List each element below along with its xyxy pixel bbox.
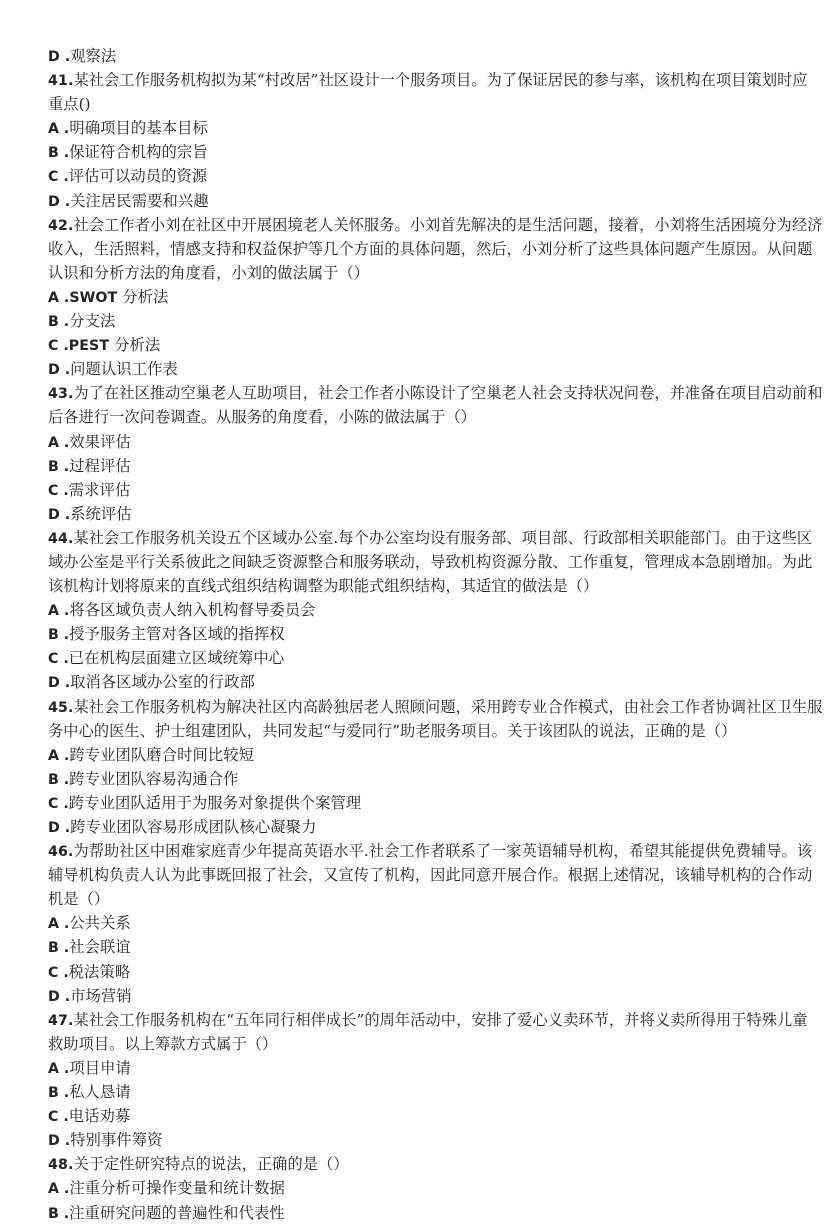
question-stem-text: 认识和分析方法的角度看，小刘的做法属于（）	[48, 263, 370, 282]
question-stem-text: 救助项目。以上筹款方式属于（）	[48, 1034, 278, 1053]
option-text: 电话劝募	[68, 1107, 131, 1126]
question-stem-text: 某社会工作服务机构为解决社区内高龄独居老人照顾问题，采用跨专业合作模式，由社会工作者协调社区卫生服	[73, 697, 823, 716]
option-text: 分析法	[109, 336, 161, 355]
option-text: 跨专业团队容易沟通合作	[69, 769, 239, 788]
option-text: 社会联谊	[69, 938, 131, 957]
option-row	[48, 1080, 782, 1104]
questions-list	[48, 68, 823, 1225]
question-number: 48.	[48, 1157, 74, 1174]
option-row	[48, 815, 782, 839]
option-label: D .	[48, 193, 71, 210]
option-text: 注重分析可操作变量和统计数据	[69, 1179, 285, 1198]
option-row	[48, 960, 782, 984]
question-number: 45.	[48, 699, 74, 716]
option-label: D .	[48, 506, 71, 523]
question-stem-text: 重点()	[48, 95, 91, 114]
option-label: C .	[48, 1109, 69, 1126]
option-row	[48, 1128, 782, 1152]
question-stem-line	[48, 887, 782, 911]
question-block	[48, 1008, 808, 1153]
option-label: A .	[48, 747, 70, 764]
question-block	[48, 381, 823, 526]
question-stem-line	[48, 550, 813, 574]
option-text: 公共关系	[69, 914, 131, 933]
option-text: 授予服务主管对各区域的指挥权	[69, 625, 285, 644]
option-text: 注重研究问题的普遍性和代表性	[69, 1203, 285, 1222]
question-stem-text: 务中心的医生、护士组建团队，共同发起“与爱同行”助老服务项目。关于该团队的说法，正确的是（）	[48, 721, 737, 740]
question-stem-text: 为帮助社区中困难家庭青少年提高英语水平.社会工作者联系了一家英语辅导机构，希望其能提供免费辅导。该	[73, 842, 813, 861]
question-stem-line	[48, 1032, 782, 1056]
question-stem-first-line	[48, 68, 808, 92]
question-stem-line	[48, 261, 782, 285]
option-text: 效果评估	[69, 432, 131, 451]
option-row	[48, 622, 782, 646]
option-text: 项目申请	[69, 1058, 131, 1077]
question-number: 41.	[48, 73, 74, 90]
option-text: 市场营销	[70, 986, 132, 1005]
question-number: 42.	[48, 217, 74, 234]
exam-content-column	[48, 44, 823, 1225]
option-row	[48, 285, 782, 309]
option-row	[48, 333, 782, 357]
option-text: 分支法	[69, 312, 116, 331]
question-stem-line	[48, 863, 813, 887]
option-label: B .	[48, 940, 70, 957]
option-text: 已在机构层面建立区域统筹中心	[68, 649, 285, 668]
question-block	[48, 839, 813, 1008]
question-stem-first-line	[48, 526, 813, 550]
question-stem-text: 某社会工作服务机关设五个区域办公室.每个办公室均设有服务部、项目部、行政部相关职能部门。由于这些区	[73, 528, 813, 547]
option-row	[48, 791, 782, 815]
question-stem-line	[48, 719, 782, 743]
option-label: B .	[48, 314, 70, 331]
option-label: C .	[48, 482, 69, 499]
option-text: 问题认识工作表	[70, 360, 178, 379]
option-row	[48, 598, 782, 622]
option-label: B .	[48, 145, 70, 162]
question-stem-text: 收入，生活照料，情感支持和权益保护等几个方面的具体问题，然后，小刘分析了这些具体问题产生原因。从问题	[48, 239, 813, 258]
option-label: B .	[48, 771, 70, 788]
question-block	[48, 695, 823, 840]
option-text: 分析法	[117, 287, 169, 306]
option-label: A .	[48, 1060, 70, 1077]
option-text: 税法策略	[68, 962, 131, 981]
option-latin-term: PEST	[68, 338, 110, 355]
question-stem-text: 机是（）	[48, 890, 110, 909]
question-stem-text: 社会工作者小刘在社区中开展困境老人关怀服务。小刘首先解决的是生活问题，接着，小刘将生活困境分为经济	[73, 215, 823, 234]
option-label: A .	[48, 603, 70, 620]
option-text: 取消各区域办公室的行政部	[70, 673, 255, 692]
question-block	[48, 68, 808, 213]
option-text: 明确项目的基本目标	[69, 119, 208, 138]
question-number: 47.	[48, 1012, 74, 1029]
option-row	[48, 164, 782, 188]
option-latin-term: SWOT	[69, 289, 118, 306]
option-label: C .	[48, 338, 69, 355]
option-label: D .	[48, 820, 71, 836]
question-stem-line	[48, 574, 782, 598]
question-stem-text: 后各进行一次问卷调查。从服务的角度看，小陈的做法属于（）	[48, 408, 477, 427]
question-stem-text: 某社会工作服务机构拟为某“村改居”社区设计一个服务项目。为了保证居民的参与率，该机构在项目策划时应	[73, 71, 808, 90]
question-stem-text: 关于定性研究特点的说法，正确的是（）	[73, 1155, 349, 1174]
option-row	[48, 478, 782, 502]
option-row	[48, 189, 782, 213]
option-row	[48, 670, 782, 694]
option-text: 系统评估	[70, 504, 132, 523]
option-label: C .	[48, 651, 69, 668]
option-label: C .	[48, 964, 69, 981]
option-row	[48, 911, 782, 935]
question-block	[48, 1152, 782, 1224]
option-row	[48, 309, 782, 333]
option-label: C .	[48, 169, 69, 186]
option-row	[48, 1056, 782, 1080]
option-label: D .	[48, 675, 71, 692]
option-label: A .	[48, 434, 70, 451]
option-row	[48, 984, 782, 1008]
question-stem-line	[48, 237, 813, 261]
question-stem-text: 辅导机构负责人认为此事既回报了社会，又宣传了机构，因此同意开展合作。根据上述情况，该辅导机构的合作动	[48, 866, 813, 885]
question-stem-text: 域办公室是平行关系彼此之间缺乏资源整合和服务联动，导致机构资源分散、工作重复，管理成本急剧增加。为此	[48, 552, 813, 571]
option-row	[48, 502, 782, 526]
option-row	[48, 430, 782, 454]
question-block	[48, 526, 813, 695]
question-stem-first-line	[48, 695, 823, 719]
option-row	[48, 935, 782, 959]
option-row	[48, 454, 782, 478]
option-text: 过程评估	[69, 456, 131, 475]
option-label: A .	[48, 121, 70, 138]
option-text: 私人恳请	[69, 1083, 131, 1102]
question-stem-text: 该机构计划将原来的直线式组织结构调整为职能式组织结构，其适宜的做法是（）	[48, 577, 599, 596]
option-label: D .	[48, 988, 71, 1005]
question-stem-first-line	[48, 1008, 808, 1032]
option-label: B .	[48, 627, 70, 644]
option-row	[48, 44, 782, 68]
option-label: A .	[48, 1181, 70, 1198]
option-text: 关注居民需要和兴趣	[70, 191, 209, 210]
question-stem-line	[48, 405, 782, 429]
option-row	[48, 1104, 782, 1128]
option-text: 跨专业团队适用于为服务对象提供个案管理	[68, 793, 362, 812]
option-label: B .	[48, 1205, 70, 1222]
question-number: 43.	[48, 386, 74, 403]
option-text: 观察法	[70, 47, 117, 65]
option-row	[48, 646, 782, 670]
option-label: D .	[48, 1133, 71, 1150]
option-text: 需求评估	[68, 480, 131, 499]
option-label: D .	[48, 362, 71, 379]
question-stem-line	[48, 92, 782, 116]
option-text: 跨专业团队磨合时间比较短	[69, 745, 255, 764]
question-stem-first-line	[48, 839, 813, 863]
option-text: 将各区域负责人纳入机构督导委员会	[69, 601, 316, 620]
option-row	[48, 116, 782, 140]
option-label: D .	[48, 49, 71, 65]
question-stem-first-line	[48, 1152, 782, 1176]
question-stem-first-line	[48, 213, 823, 237]
option-text: 评估可以动员的资源	[68, 167, 208, 186]
question-stem-text: 某社会工作服务机构在“五年同行相伴成长”的周年活动中，安排了爱心义卖环节，并将义卖所得用于特殊儿童	[73, 1010, 808, 1029]
option-text: 跨专业团队容易形成团队核心凝聚力	[70, 818, 317, 836]
orphan-option-block	[48, 44, 782, 68]
option-row	[48, 140, 782, 164]
question-stem-first-line	[48, 381, 823, 405]
option-label: C .	[48, 795, 69, 812]
option-text: 特别事件筹资	[70, 1131, 163, 1150]
option-text: 保证符合机构的宗旨	[69, 143, 208, 162]
option-row	[48, 357, 782, 381]
option-row	[48, 1201, 782, 1225]
option-label: B .	[48, 458, 70, 475]
question-stem-text: 为了在社区推动空巢老人互助项目，社会工作者小陈设计了空巢老人社会支持状况问卷，并准备在项目启动前和	[73, 384, 823, 403]
option-row	[48, 743, 782, 767]
option-row	[48, 1176, 782, 1200]
question-block	[48, 213, 823, 382]
option-label: A .	[48, 916, 70, 933]
option-label: A .	[48, 289, 70, 306]
question-number: 46.	[48, 844, 74, 861]
option-label: B .	[48, 1085, 70, 1102]
question-number: 44.	[48, 530, 74, 547]
option-row	[48, 767, 782, 791]
